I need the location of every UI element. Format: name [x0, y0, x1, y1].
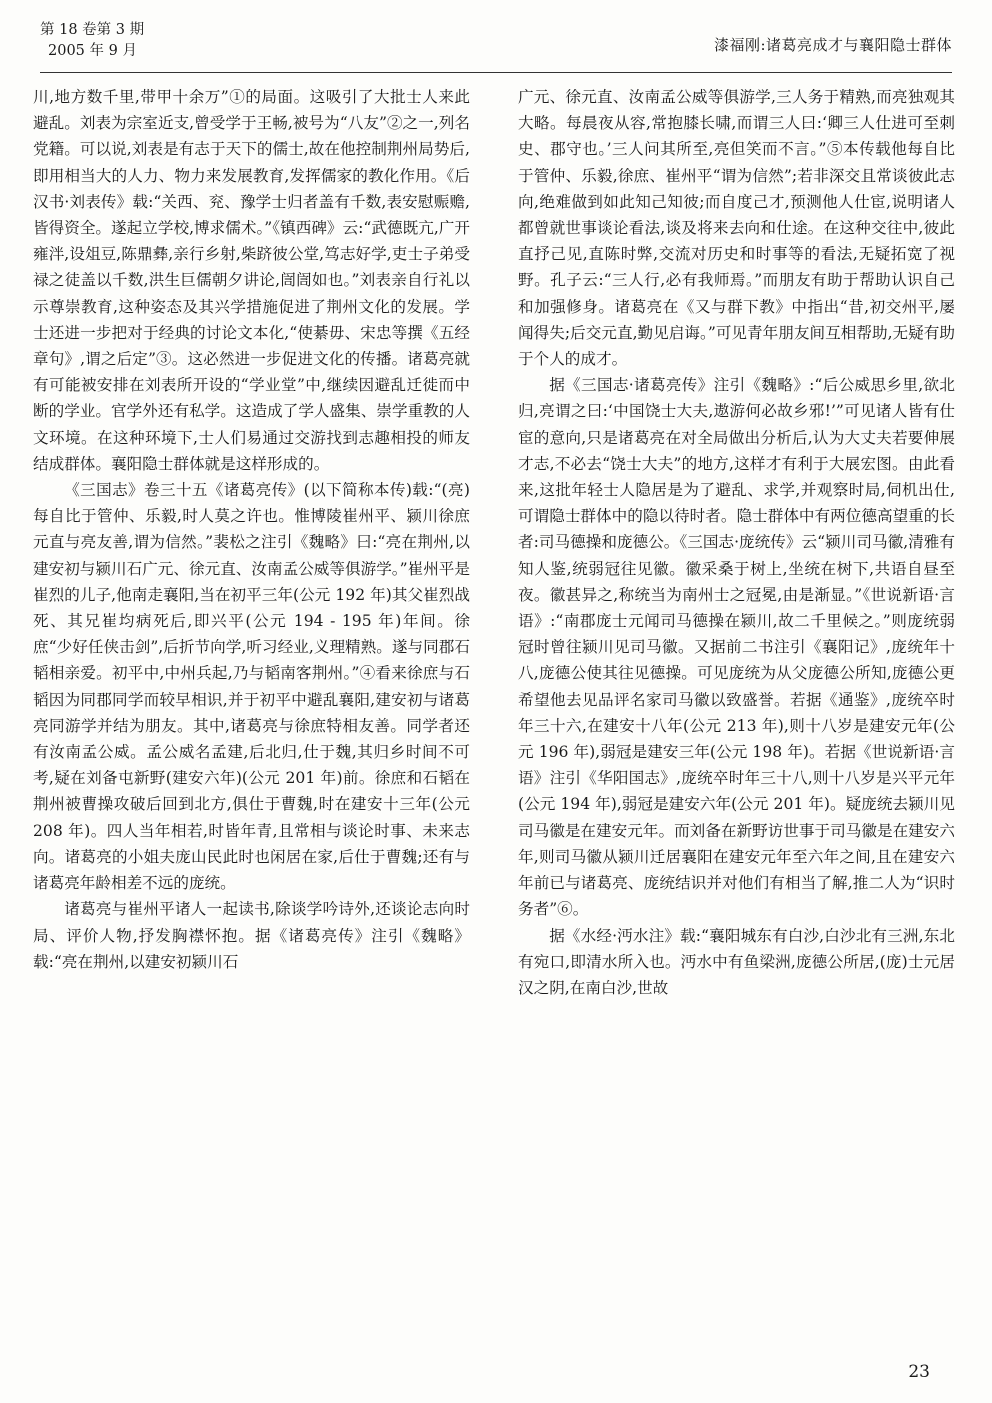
left-paragraph-1: 川,地方数千里,带甲十余万”①的局面。这吸引了大批士人来此避乱。刘表为宗室近支,曾受学于王畅,被号为“八友”②之一,列名党籍。可以说,刘表是有志于天下的儒士,故在他控制荆州局势后,即用相当大的人力、物力来发展教育,发挥儒家的教化作用。《后汉书·刘表传》载:“关西、兖、豫学士归者盖有千数,表安慰赈赡,皆得资全。遂起立学校,博求儒术。”《镇西碑》云:“武德既亢,广开雍泮,设俎豆,陈鼎彝,亲行乡射,柴跻彼公堂,笃志好学,吏士子弟受禄之徒盖以千数,洪生巨儒朝夕讲论,訚訚如也。”刘表亲自行礼以示尊崇教育,这种姿态及其兴学措施促进了荆州文化的发展。学士还进一步把对于经典的讨论文本化,“使綦毋、宋忠等撰《五经章句》,谓之后定”③。这必然进一步促进文化的传播。诸葛亮就有可能被安排在刘表所开设的“学业堂”中,继续因避乱迁徙而中断的学业。官学外还有私学。这造成了学人盛集、崇学重教的人文环境。在这种环境下,士人们易通过交游找到志趣相投的师友结成群体。襄阳隐士群体就是这样形成的。	[33, 88, 470, 473]
right-paragraph-2: 据《三国志·诸葛亮传》注引《魏略》:“后公威思乡里,欲北归,亮谓之曰:‘中国饶士大夫,遨游何必故乡邪!’”可见诸人皆有仕宦的意向,只是诸葛亮在对全局做出分析后,认为大丈夫若要伸展才志,不必去“饶士大夫”的地方,这样才有利于大展宏图。由此看来,这批年轻士人隐居是为了避乱、求学,并观察时局,伺机出仕,可谓隐士群体中的隐以待时者。隐士群体中有两位德高望重的长者:司马德操和庞德公。《三国志·庞统传》云“颍川司马徽,清雅有知人鉴,统弱冠往见徽。徽采桑于树上,坐统在树下,共语自昼至夜。徽甚异之,称统当为南州士之冠冕,由是渐显。”《世说新语·言语》:“南郡庞士元闻司马德操在颍川,故二千里候之。”则庞统弱冠时曾往颍川见司马徽。又据前二书注引《襄阳记》,庞统年十八,庞德公使其往见德操。可见庞统为从父庞德公所知,庞德公更希望他去见品评名家司马徽以致盛誉。若据《通鉴》,庞统卒时年三十六,在建安十八年(公元 213 年),则十八岁是建安元年(公元 196 年),弱冠是建安三年(公元 198 年)。若据《世说新语·言语》注引《华阳国志》,庞统卒时年三十八,则十八岁是兴平元年(公元 194 年),弱冠是建安六年(公元 201 年)。疑庞统去颍川见司马徽是在建安元年。而刘备在新野访世事于司马徽是在建安六年,则司马徽从颍川迁居襄阳在建安元年至六年之间,且在建安六年前已与诸葛亮、庞统结识并对他们有相当了解,推二人为“识时务者”⑥。	[518, 376, 955, 919]
right-paragraph-1: 广元、徐元直、汝南孟公威等俱游学,三人务于精熟,而亮独观其大略。每晨夜从容,常抱膝长啸,而谓三人曰:‘卿三人仕进可至刺史、郡守也。’三人问其所至,亮但笑而不言。”⑤本传载他每自比于管仲、乐毅,徐庶、崔州平“谓为信然”;若非深交且常谈彼此志向,绝难做到如此知己知彼;而自度己才,预测他人仕宦,说明诸人都曾就世事谈论看法,谈及将来去向和仕途。在这种交往中,彼此直抒己见,直陈时弊,交流对历史和时事等的看法,无疑拓宽了视野。孔子云:“三人行,必有我师焉。”而朋友有助于帮助认识自己和加强修身。诸葛亮在《又与群下教》中指出“昔,初交州平,屡闻得失;后交元直,勤见启诲。”可见青年朋友间互相帮助,无疑有助于个人的成才。	[518, 88, 955, 369]
left-paragraph-3: 诸葛亮与崔州平诸人一起读书,除谈学吟诗外,还谈论志向时局、评价人物,抒发胸襟怀抱。据《诸葛亮传》注引《魏略》载:“亮在荆州,以建安初颍川石	[33, 900, 470, 971]
right-paragraph-3: 据《水经·沔水注》载:“襄阳城东有白沙,白沙北有三洲,东北有宛口,即清水所入也。沔水中有鱼梁洲,庞德公所居,(庞)士元居汉之阴,在南白沙,世故	[518, 926, 955, 997]
header-divider	[40, 72, 952, 73]
left-paragraph-2: 《三国志》卷三十五《诸葛亮传》(以下简称本传)载:“(亮)每自比于管仲、乐毅,时人莫之许也。惟博陵崔州平、颍川徐庶元直与亮友善,谓为信然。”裴松之注引《魏略》曰:“亮在荆州,以建安初与颍川石广元、徐元直、汝南孟公威等俱游学。”崔州平是崔烈的儿子,他南走襄阳,当在初平三年(公元 192 年)其父崔烈战死、其兄崔均病死后,即兴平(公元 194 - 195 年)年间。徐庶“少好任侠击剑”,后折节向学,听习经业,义理精熟。遂与同郡石韬相亲爱。初平中,中州兵起,乃与韬南客荆州。”④看来徐庶与石韬因为同郡同学而较早相识,并于初平中避乱襄阳,建安初与诸葛亮同游学并结为朋友。其中,诸葛亮与徐庶特相友善。同学者还有汝南孟公威。孟公威名孟建,后北归,仕于魏,其归乡时间不可考,疑在刘备屯新野(建安六年)(公元 201 年)前。徐庶和石韬在荆州被曹操攻破后回到北方,俱仕于曹魏,时在建安十三年(公元 208 年)。四人当年相若,时皆年青,且常相与谈论时事、未来志向。诸葛亮的小姐夫庞山民此时也闲居在家,后仕于曹魏;还有与诸葛亮年龄相差不远的庞统。	[33, 481, 470, 893]
page-number: 23	[908, 1362, 930, 1382]
left-column	[33, 84, 470, 1324]
page-header	[40, 18, 952, 76]
journal-volume-issue: 第 18 卷第 3 期	[40, 22, 145, 38]
journal-date: 2005 年 9 月	[48, 43, 137, 59]
running-title: 漆福刚:诸葛亮成才与襄阳隐士群体	[713, 36, 952, 54]
journal-volume-info	[40, 20, 144, 62]
right-column	[518, 84, 955, 1324]
